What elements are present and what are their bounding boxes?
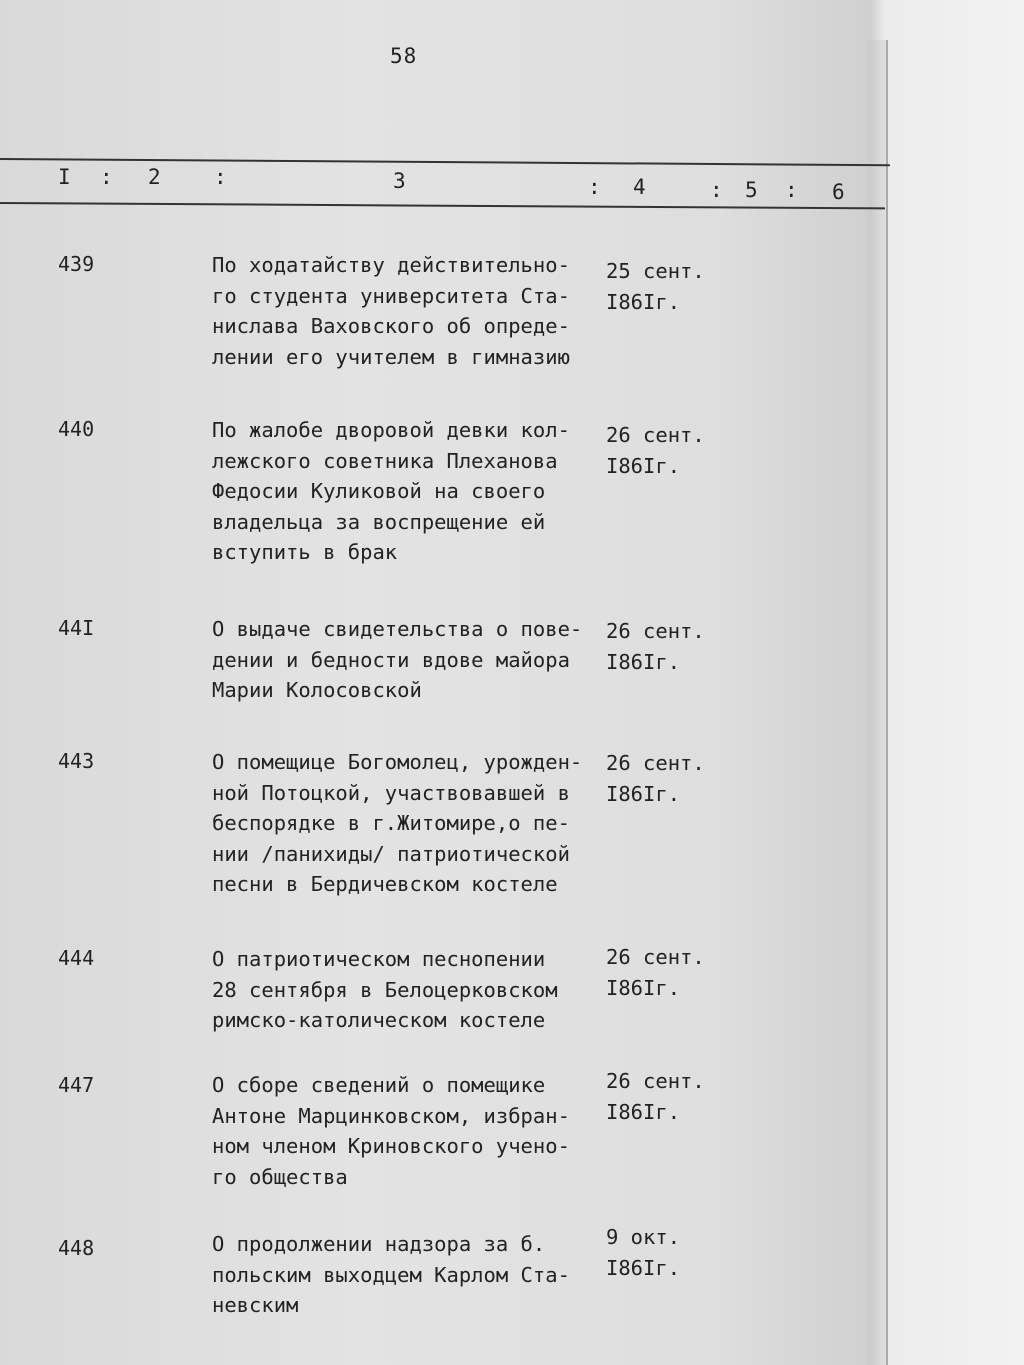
- entry-text-line: О продолжении надзора за б.: [212, 1232, 546, 1256]
- entry-text-line: песни в Бердичевском костеле: [212, 872, 558, 896]
- entry-date-year: I86Iг.: [606, 649, 681, 674]
- entry-text-line: По жалобе дворовой девки кол-: [212, 418, 570, 442]
- entry-number: 448: [58, 1236, 95, 1260]
- entry-text-line: О сборе сведений о помещике: [212, 1073, 546, 1097]
- column-separator: :: [785, 178, 798, 202]
- underlying-sheet: [870, 0, 1024, 1365]
- entry-description: [212, 1229, 612, 1321]
- entry-date: [606, 942, 705, 1003]
- column-header-1: I: [58, 165, 71, 189]
- entry-text-line: Федосии Куликовой на своего: [212, 479, 546, 503]
- column-header-3: 3: [393, 169, 406, 193]
- sheet-edge: [862, 40, 888, 1365]
- entry-date-year: I86Iг.: [606, 453, 681, 478]
- entry-date-day: 25 сент.: [606, 259, 705, 283]
- entry-date: [606, 748, 705, 809]
- entry-description: [212, 614, 612, 706]
- column-header-4: 4: [633, 175, 646, 199]
- entry-text-line: беспорядке в г.Житомире,о пе-: [212, 811, 570, 835]
- entry-text-line: невским: [212, 1293, 299, 1317]
- entry-text-line: Марии Колосовской: [212, 678, 422, 702]
- entry-date-year: I86Iг.: [606, 781, 681, 806]
- entry-date-year: I86Iг.: [606, 1099, 681, 1124]
- entry-date-day: 26 сент.: [606, 945, 705, 969]
- entry-text-line: По ходатайству действительно-: [212, 253, 570, 277]
- entry-text-line: лежского советника Плеханова: [212, 448, 558, 473]
- entry-text-line: Антоне Марцинковском, избран-: [212, 1103, 570, 1128]
- entry-description: [212, 747, 612, 900]
- entry-text-line: владельца за воспрещение ей: [212, 509, 546, 534]
- entry-date-day: 26 сент.: [606, 619, 705, 643]
- entry-text-line: нислава Ваховского об опреде-: [212, 314, 570, 338]
- entry-text-line: нии /панихиды/ патриотической: [212, 841, 570, 866]
- entry-text-line: 28 сентября в Белоцерковском: [212, 977, 558, 1002]
- header-bottom-rule: [0, 202, 885, 209]
- entry-date-year: I86Iг.: [606, 1255, 681, 1280]
- entry-description: [212, 415, 612, 568]
- entry-date-year: I86Iг.: [606, 289, 681, 314]
- column-separator: :: [214, 165, 227, 189]
- entry-text-line: римско-католическом костеле: [212, 1008, 546, 1032]
- entry-text-line: ной Потоцкой, участвовавшей в: [212, 780, 570, 805]
- entry-text-line: ном членом Криновского учено-: [212, 1134, 570, 1158]
- entry-text-line: дении и бедности вдове майора: [212, 647, 570, 672]
- entry-date: [606, 420, 705, 481]
- entry-text-line: О помещице Богомолец, урожден-: [212, 750, 583, 774]
- entry-text-line: польским выходцем Карлом Ста-: [212, 1262, 570, 1287]
- entry-date-year: I86Iг.: [606, 975, 681, 1000]
- entry-date: [606, 256, 705, 317]
- column-separator: :: [588, 175, 601, 199]
- entry-description: [212, 1070, 612, 1192]
- entry-text-line: вступить в брак: [212, 540, 398, 564]
- entry-description: [212, 944, 612, 1036]
- entry-text-line: О выдаче свидетельства о пове-: [212, 617, 583, 641]
- entry-date: [606, 1066, 705, 1127]
- entry-description: [212, 250, 612, 372]
- header-top-rule: [0, 158, 890, 166]
- entry-date-day: 26 сент.: [606, 751, 705, 775]
- entry-text-line: лении его учителем в гимназию: [212, 344, 570, 369]
- entry-date: [606, 616, 705, 677]
- entry-date-day: 26 сент.: [606, 1069, 705, 1093]
- entry-number: 443: [58, 749, 95, 773]
- entry-number: 44I: [58, 616, 95, 640]
- entry-date-day: 26 сент.: [606, 423, 705, 447]
- entry-number: 444: [58, 946, 95, 970]
- column-header-2: 2: [148, 165, 161, 189]
- entry-number: 440: [58, 417, 95, 441]
- column-header-6: 6: [832, 180, 845, 204]
- entry-number: 439: [58, 252, 95, 276]
- column-header-5: 5: [745, 178, 758, 202]
- entry-number: 447: [58, 1073, 95, 1097]
- page-number: 58: [390, 44, 418, 68]
- entry-text-line: го общества: [212, 1164, 348, 1189]
- column-separator: :: [100, 165, 113, 189]
- entry-text-line: го студента университета Ста-: [212, 283, 570, 308]
- entry-text-line: О патриотическом песнопении: [212, 947, 546, 971]
- entry-date-day: 9 окт.: [606, 1225, 681, 1249]
- entry-date: [606, 1222, 680, 1283]
- column-separator: :: [710, 178, 723, 202]
